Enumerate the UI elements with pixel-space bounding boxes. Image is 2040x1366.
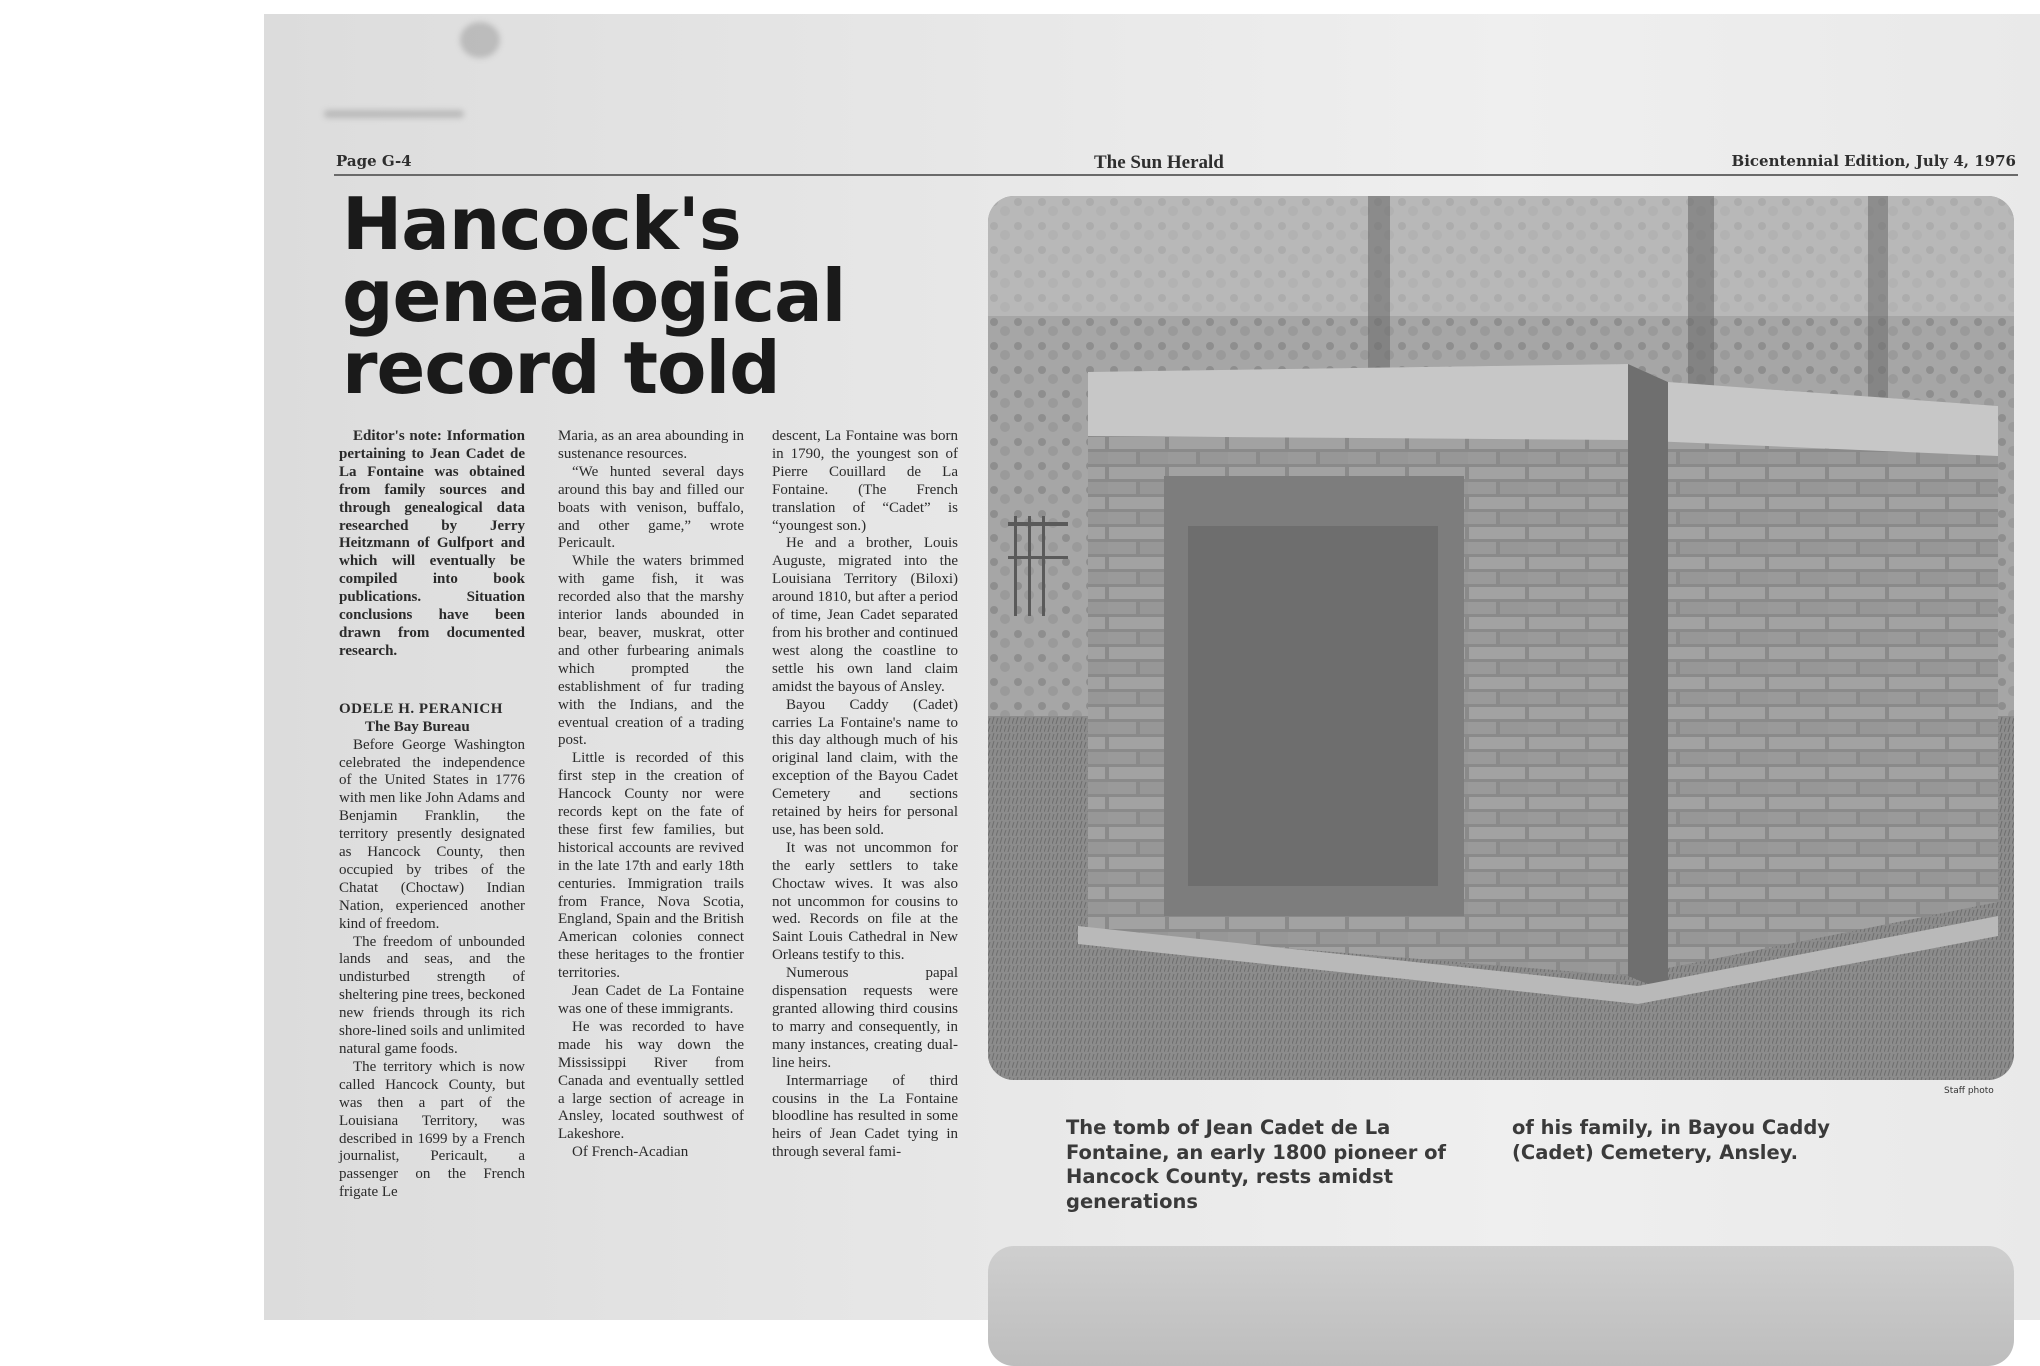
headline-line: record told [342, 326, 780, 410]
headline [342, 182, 846, 410]
paragraph: It was not uncommon for the early settlers to take Choctaw wives. It was also not uncommon for cousins to wed. Records on file at the Saint Louis Cathedral in New Orleans testify to this. [772, 839, 958, 964]
article-column-2 [558, 428, 744, 1162]
paragraph: Bayou Caddy (Cadet) carries La Fontaine's name to this day although much of his original land claim, with the exception of the Bayou Cadet Cemetery and sections retained by heirs for personal use, has been sold. [772, 696, 958, 838]
paragraph: Intermarriage of third cousins in the La Fontaine bloodline has resulted in some heirs of Jean Cadet tying in through several fami- [772, 1072, 958, 1161]
paragraph: The territory which is now called Hancock County, but was then a part of the Louisiana Territory, was described in 1699 by a French journalist, Pericault, a passenger on the French frigate Le [339, 1058, 525, 1201]
tomb-illustration [988, 196, 2014, 1080]
editor-note: Editor's note: Information pertaining to Jean Cadet de La Fontaine was obtained from family sources and through genealogical data researched by Jerry Heitzmann of Gulfport and which will eventually be compiled into book publications. Situation conclusions have been drawn from documented research. [339, 428, 525, 659]
paragraph: descent, La Fontaine was born in 1790, the youngest son of Pierre Couillard de La Fontaine. (The French translation of “Cadet” is “youngest son.) [772, 428, 958, 534]
headline-line: genealogical [342, 254, 846, 338]
photo-caption-right: of his family, in Bayou Caddy (Cadet) Cemetery, Ansley. [1512, 1116, 1831, 1164]
paragraph: Before George Washington celebrated the independence of the United States in 1776 with men like John Adams and Benjamin Franklin, the territory presently designated as Hancock County, then occupied by tribes of the Chatat (Choctaw) Indian Nation, experienced another kind of freedom. [339, 736, 525, 932]
paragraph: The freedom of unbounded lands and seas, and the undisturbed strength of sheltering pine trees, beckoned new friends through its rich shore-lined soils and unlimited natural game foods. [339, 933, 525, 1057]
paragraph: Maria, as an area abounding in sustenance resources. [558, 428, 744, 462]
photo-credit: Staff photo [1944, 1086, 1994, 1096]
paragraph: “We hunted several days around this bay and filled our boats with venison, buffalo, and other game,” wrote Pericault. [558, 463, 744, 552]
paragraph: He was recorded to have made his way down the Mississippi River from Canada and eventually settled a large section of acreage in Ansley, located southwest of Lakeshore. [558, 1018, 744, 1143]
folio-line [264, 152, 2040, 176]
byline: ODELE H. PERANICH [339, 700, 503, 717]
paragraph: Of French-Acadian [572, 1144, 689, 1161]
article-column-3 [772, 428, 958, 1162]
ink-smudge [460, 22, 500, 58]
paragraph: Numerous papal dispensation requests were granted allowing third cousins to marry and consequently, in many instances, creating dual-line heirs. [772, 965, 958, 1071]
edition-date: Bicentennial Edition, July 4, 1976 [1731, 152, 2016, 170]
paragraph: While the waters brimmed with game fish, it was recorded also that the marshy interior lands abounded in bear, beaver, muskrat, otter and other furbearing animals which prompted the establishment of fur trading with the Indians, and the eventual creation of a trading post. [558, 553, 744, 749]
page-number: Page G-4 [336, 152, 412, 170]
masthead-name: The Sun Herald [1094, 152, 1224, 173]
headline-line: Hancock's [342, 182, 741, 266]
tomb-photo [988, 196, 2014, 1080]
photo-caption-left: The tomb of Jean Cadet de La Fontaine, an early 1800 pioneer of Hancock County, rests amidst generations [1066, 1116, 1447, 1213]
folio-rule [334, 174, 2018, 176]
second-photo [988, 1246, 2014, 1366]
article-column-1 [339, 428, 525, 1202]
paragraph: He and a brother, Louis Auguste, migrated into the Louisiana Territory (Biloxi) around 1810, but after a period of time, Jean Cadet separated from his brother and continued west along the coastline to settle his own land claim amidst the bayous of Ansley. [772, 535, 958, 695]
paragraph: Little is recorded of this first step in the creation of Hancock County nor were records kept on the fate of these first few families, but historical accounts are revived in the late 17th and early 18th centuries. Immigration trails from France, Nova Scotia, England, Spain and the British American colonies connect these heritages to the frontier territories. [558, 750, 744, 982]
ink-smudge [324, 110, 464, 118]
paragraph: Jean Cadet de La Fontaine was one of these immigrants. [558, 983, 744, 1017]
bureau: The Bay Bureau [365, 718, 470, 735]
